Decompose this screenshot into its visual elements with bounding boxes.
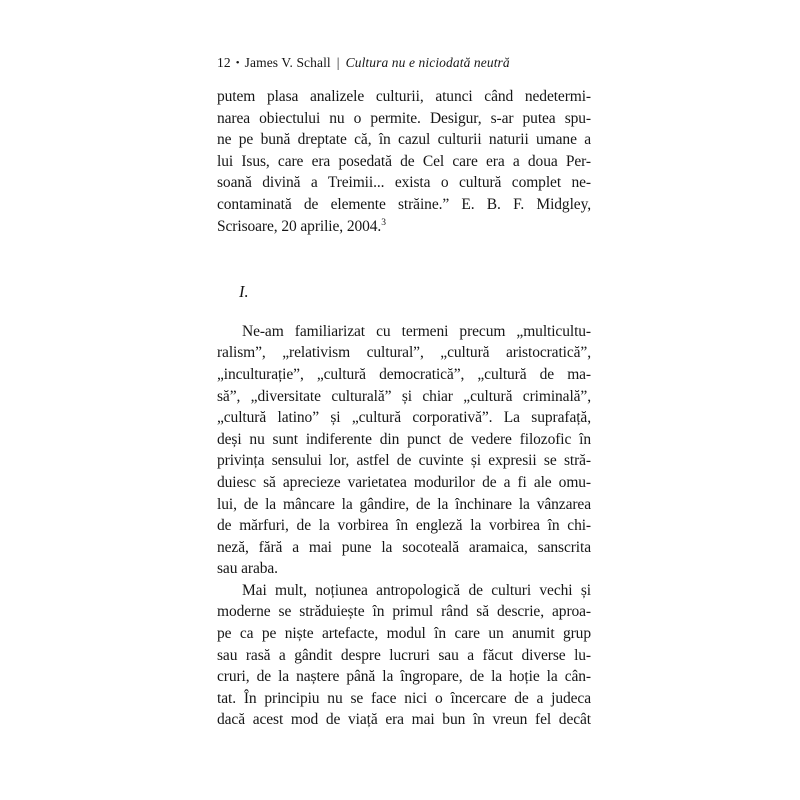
book-title: Cultura nu e niciodată neutră xyxy=(345,55,510,70)
text-line: ralism”, „relativism cultural”, „cultură aristocratică”, xyxy=(217,344,591,362)
paragraph-terms xyxy=(217,321,591,580)
text-block xyxy=(217,86,591,731)
text-line: moderne se străduiește în primul rând să descrie, aproa- xyxy=(217,603,591,621)
citation-text: Scrisoare, 20 aprilie, 2004. xyxy=(217,217,382,235)
text-line: lui, de la mâncare la gândire, de la închinare la vânzarea xyxy=(217,495,591,513)
footnote-marker: 3 xyxy=(381,217,386,228)
running-header xyxy=(217,55,597,71)
text-line: privința sensului lor, astfel de cuvinte și expresii se stră- xyxy=(217,452,591,470)
text-line: sau rasă a gândit despre lucruri sau a făcut diverse lu- xyxy=(217,646,591,664)
text-line: ne pe bună dreptate că, în cazul culturii naturii umane a xyxy=(217,131,591,149)
text-line: să”, „diversitate culturală” și chiar „cultură criminală”, xyxy=(217,387,591,405)
text-line: de mărfuri, de la vorbirea în engleză la vorbirea în chi- xyxy=(217,517,591,535)
section-heading: I. xyxy=(239,282,249,302)
text-line: cruri, de la naștere până la îngropare, de la hoție la cân- xyxy=(217,668,591,686)
bullet-separator: • xyxy=(235,57,240,69)
text-line: sau araba. xyxy=(217,560,278,578)
text-line: soană divină a Treimii... exista o cultură complet ne- xyxy=(217,174,591,192)
page-number: 12 xyxy=(217,55,231,70)
text-line: „inculturație”, „cultură democratică”, „cultură de ma- xyxy=(217,365,591,383)
text-line: lui Isus, care era posedată de Cel care era a doua Per- xyxy=(217,152,591,170)
text-line: deși nu sunt indiferente din punct de vedere filozofic în xyxy=(217,430,591,448)
text-line: contaminată de elemente străine.” E. B. F. Midgley, xyxy=(217,195,591,213)
text-line: putem plasa analizele culturii, atunci când nedetermi- xyxy=(217,88,591,105)
text-line: Ne-am familiarizat cu termeni precum „multicultu- xyxy=(242,322,591,340)
paragraph-quote-continuation xyxy=(217,86,591,237)
paragraph-anthropology xyxy=(217,580,591,731)
pipe-separator: | xyxy=(336,55,340,70)
text-line: duiesc să aprecieze varietatea modurilor de a fi ale omu- xyxy=(217,473,591,491)
text-line: „cultură latino” și „cultură corporativă”. La suprafață, xyxy=(217,409,591,427)
text-line: tat. În principiu nu se face nici o încercare de a judeca xyxy=(217,689,591,707)
text-line: narea obiectului nu o permite. Desigur, s-ar putea spu- xyxy=(217,109,591,127)
text-line: neză, fără a mai pune la socoteală aramaica, sanscrita xyxy=(217,538,591,556)
text-line: dacă acest mod de viață era mai bun în vreun fel decât xyxy=(217,711,591,729)
author-name: James V. Schall xyxy=(244,55,331,70)
text-line-citation xyxy=(217,216,591,238)
text-line: Mai mult, noțiunea antropologică de culturi vechi și xyxy=(242,581,591,599)
text-line: pe ca pe niște artefacte, modul în care un anumit grup xyxy=(217,625,591,643)
